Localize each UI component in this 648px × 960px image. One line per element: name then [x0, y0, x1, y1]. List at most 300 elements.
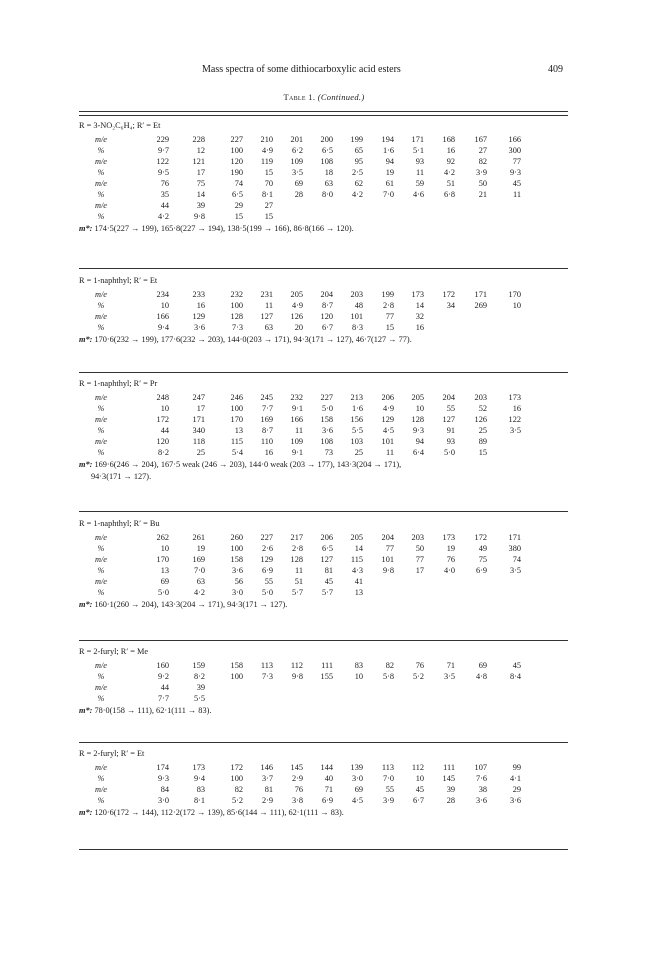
table-cell: 18 [324, 168, 333, 177]
compound-block [79, 378, 568, 482]
table-cell: 76 [294, 785, 303, 794]
running-title: Mass spectra of some dithiocarboxylic acid esters [202, 64, 401, 75]
table-cell: 128 [411, 415, 424, 424]
table-cell: 2·8 [291, 544, 303, 553]
table-cell: 63 [264, 323, 273, 332]
table-cell: 27 [478, 146, 487, 155]
table-cell: 167 [474, 135, 487, 144]
table-cell: 16 [264, 448, 273, 457]
table-cell: 69 [478, 661, 487, 670]
table-cell: 4·1 [509, 774, 521, 783]
table-cell: 8·7 [321, 301, 333, 310]
table-cell: 206 [381, 393, 394, 402]
table-cell: 17 [415, 566, 424, 575]
table-cell: 122 [156, 157, 169, 166]
table-cell: 7·0 [382, 190, 394, 199]
metastable-line: m*: 169·6(246 → 204), 167·5 weak (246 → 203), 144·0 weak (203 → 177), 143·3(204 → 171), [79, 460, 402, 469]
table-cell: 10 [512, 301, 521, 310]
table-rule [79, 640, 568, 641]
row-label: m/e [95, 290, 107, 299]
page-header [0, 64, 648, 78]
table-rule [79, 268, 568, 269]
metastable-line: m*: 174·5(227 → 199), 165·8(227 → 194), 138·5(199 → 166), 86·8(166 → 120). [79, 224, 354, 233]
table-row [79, 167, 568, 178]
table-cell: 260 [230, 533, 243, 542]
table-cell: 4·2 [351, 190, 363, 199]
table-cell: 83 [354, 661, 363, 670]
table-cell: 8·7 [261, 426, 273, 435]
table-cell: 248 [156, 393, 169, 402]
table-cell: 40 [324, 774, 333, 783]
table-cell: 50 [478, 179, 487, 188]
table-cell: 6·5 [321, 544, 333, 553]
row-label: m/e [95, 577, 107, 586]
table-cell: 203 [350, 290, 363, 299]
table-cell: 171 [474, 290, 487, 299]
table-cell: 71 [446, 661, 455, 670]
table-cell: 6·2 [291, 146, 303, 155]
table-cell: 77 [385, 312, 394, 321]
row-label: m/e [95, 437, 107, 446]
table-cell: 8·1 [193, 796, 205, 805]
table-cell: 50 [415, 544, 424, 553]
table-cell: 231 [260, 290, 273, 299]
table-cell: 128 [290, 555, 303, 564]
table-cell: 113 [260, 661, 273, 670]
table-cell: 61 [385, 179, 394, 188]
compound-block [79, 275, 568, 346]
table-row [79, 425, 568, 436]
table-cell: 41 [354, 577, 363, 586]
table-cell: 76 [415, 661, 424, 670]
table-cell: 121 [192, 157, 205, 166]
table-cell: 380 [508, 544, 521, 553]
table-cell: 4·2 [193, 588, 205, 597]
table-cell: 19 [385, 168, 394, 177]
table-cell: 111 [443, 763, 455, 772]
table-cell: 5·2 [231, 796, 243, 805]
table-row [79, 682, 568, 693]
table-row [79, 565, 568, 576]
table-cell: 171 [192, 415, 205, 424]
table-rule [79, 115, 568, 116]
table-cell: 100 [230, 404, 243, 413]
table-cell: 6·8 [443, 190, 455, 199]
table-cell: 213 [350, 393, 363, 402]
table-cell: 17 [196, 168, 205, 177]
table-cell: 120 [320, 312, 333, 321]
table-row [79, 576, 568, 587]
table-cell: 5·0 [157, 588, 169, 597]
table-cell: 82 [478, 157, 487, 166]
table-cell: 203 [411, 533, 424, 542]
table-cell: 6·7 [321, 323, 333, 332]
table-cell: 6·9 [321, 796, 333, 805]
table-cell: 45 [512, 661, 521, 670]
table-cell: 45 [324, 577, 333, 586]
table-cell: 92 [446, 157, 455, 166]
table-cell: 11 [416, 168, 424, 177]
table-cell: 227 [230, 135, 243, 144]
table-cell: 101 [381, 437, 394, 446]
row-label: m/e [95, 661, 107, 670]
table-cell: 69 [354, 785, 363, 794]
table-cell: 7·6 [475, 774, 487, 783]
table-label: Table 1. [283, 92, 316, 102]
table-cell: 4·9 [291, 301, 303, 310]
table-row [79, 543, 568, 554]
table-cell: 9·8 [382, 566, 394, 575]
table-cell: 56 [234, 577, 243, 586]
table-cell: 111 [321, 661, 333, 670]
table-cell: 168 [442, 135, 455, 144]
table-cell: 100 [230, 672, 243, 681]
table-cell: 25 [478, 426, 487, 435]
table-cell: 10 [415, 404, 424, 413]
table-cell: 7·3 [231, 323, 243, 332]
table-cell: 3·5 [509, 566, 521, 575]
metastable-ions [79, 705, 568, 717]
table-cell: 75 [196, 179, 205, 188]
table-cell: 170 [508, 290, 521, 299]
metastable-line: m*: 170·6(232 → 199), 177·6(232 → 203), 144·0(203 → 171), 94·3(171 → 127), 46·7(127 → 77). [79, 335, 412, 344]
table-cell: 340 [192, 426, 205, 435]
table-cell: 38 [478, 785, 487, 794]
table-cell: 74 [234, 179, 243, 188]
table-cell: 3·6 [509, 796, 521, 805]
table-cell: 113 [381, 763, 394, 772]
table-cell: 82 [234, 785, 243, 794]
table-cell: 170 [156, 555, 169, 564]
table-cell: 49 [478, 544, 487, 553]
table-cell: 55 [385, 785, 394, 794]
table-cell: 171 [411, 135, 424, 144]
row-label: % [97, 672, 105, 681]
row-label: m/e [95, 393, 107, 402]
table-cell: 82 [385, 661, 394, 670]
table-cell: 145 [290, 763, 303, 772]
table-cell: 9·3 [157, 774, 169, 783]
table-cell: 77 [512, 157, 521, 166]
table-cell: 13 [354, 588, 363, 597]
table-cell: 81 [264, 785, 273, 794]
row-label: m/e [95, 201, 107, 210]
table-cell: 15 [478, 448, 487, 457]
table-cell: 44 [160, 426, 169, 435]
table-cell: 14 [354, 544, 363, 553]
table-cell: 70 [264, 179, 273, 188]
table-cell: 2·9 [291, 774, 303, 783]
metastable-label: m*: [79, 808, 93, 817]
row-label: m/e [95, 533, 107, 542]
table-cell: 7·0 [193, 566, 205, 575]
table-cell: 118 [192, 437, 205, 446]
table-cell: 204 [320, 290, 333, 299]
table-cell: 4·9 [261, 146, 273, 155]
table-continued-note: (Continued.) [317, 92, 365, 102]
table-cell: 9·2 [157, 672, 169, 681]
table-cell: 39 [196, 683, 205, 692]
table-cell: 5·7 [291, 588, 303, 597]
table-cell: 5·0 [321, 404, 333, 413]
table-cell: 9·4 [193, 774, 205, 783]
table-cell: 190 [230, 168, 243, 177]
table-cell: 77 [415, 555, 424, 564]
table-cell: 10 [415, 774, 424, 783]
table-cell: 69 [160, 577, 169, 586]
table-cell: 107 [474, 763, 487, 772]
table-cell: 100 [230, 301, 243, 310]
table-cell: 210 [260, 135, 273, 144]
table-row [79, 178, 568, 189]
table-cell: 4·3 [351, 566, 363, 575]
table-row [79, 392, 568, 403]
table-cell: 3·8 [291, 796, 303, 805]
table-rule [79, 111, 568, 112]
table-cell: 94 [415, 437, 424, 446]
table-cell: 205 [290, 290, 303, 299]
table-cell: 5·4 [231, 448, 243, 457]
table-cell: 5·5 [193, 694, 205, 703]
metastable-label: m*: [79, 335, 93, 344]
row-label: m/e [95, 415, 107, 424]
table-cell: 15 [264, 212, 273, 221]
table-cell: 109 [290, 437, 303, 446]
table-cell: 232 [230, 290, 243, 299]
table-cell: 99 [512, 763, 521, 772]
table-cell: 7·7 [261, 404, 273, 413]
table-cell: 127 [260, 312, 273, 321]
table-cell: 9·5 [157, 168, 169, 177]
table-cell: 3·6 [193, 323, 205, 332]
table-cell: 101 [381, 555, 394, 564]
table-cell: 126 [290, 312, 303, 321]
table-cell: 83 [196, 785, 205, 794]
compound-title: R = 1-naphthyl; R′ = Bu [79, 519, 160, 528]
table-cell: 11 [265, 301, 273, 310]
table-cell: 108 [320, 437, 333, 446]
compound-title: R = 2-furyl; R′ = Et [79, 749, 145, 758]
metastable-label: m*: [79, 706, 93, 715]
table-cell: 262 [156, 533, 169, 542]
table-cell: 1·6 [351, 404, 363, 413]
table-cell: 19 [446, 544, 455, 553]
table-cell: 172 [474, 533, 487, 542]
table-row [79, 693, 568, 704]
table-cell: 233 [192, 290, 205, 299]
table-cell: 28 [446, 796, 455, 805]
table-cell: 170 [230, 415, 243, 424]
table-cell: 9·8 [193, 212, 205, 221]
table-cell: 3·6 [475, 796, 487, 805]
table-cell: 44 [160, 201, 169, 210]
table-cell: 4·9 [382, 404, 394, 413]
compound-title: R = 3-NO₂C₆H₄; R′ = Et [79, 121, 161, 130]
table-cell: 10 [160, 544, 169, 553]
metastable-ions [79, 807, 568, 819]
table-cell: 20 [294, 323, 303, 332]
row-label: m/e [95, 312, 107, 321]
metastable-ions [79, 223, 568, 235]
table-row [79, 289, 568, 300]
table-cell: 144 [320, 763, 333, 772]
table-rule [79, 511, 568, 512]
row-label: % [97, 448, 105, 457]
metastable-line: m*: 160·1(260 → 204), 143·3(204 → 171), 94·3(171 → 127). [79, 600, 288, 609]
table-cell: 139 [350, 763, 363, 772]
table-cell: 201 [290, 135, 303, 144]
table-row [79, 211, 568, 222]
table-cell: 63 [324, 179, 333, 188]
table-cell: 205 [411, 393, 424, 402]
table-cell: 16 [446, 146, 455, 155]
table-cell: 1·6 [382, 146, 394, 155]
table-cell: 204 [381, 533, 394, 542]
table-cell: 158 [320, 415, 333, 424]
row-label: % [97, 404, 105, 413]
metastable-line: m*: 120·6(172 → 144), 112·2(172 → 139), 85·6(144 → 111), 62·1(111 → 83). [79, 808, 344, 817]
table-cell: 112 [290, 661, 303, 670]
table-row [79, 660, 568, 671]
row-label: % [97, 323, 105, 332]
table-cell: 15 [264, 168, 273, 177]
table-cell: 156 [350, 415, 363, 424]
table-cell: 159 [192, 661, 205, 670]
table-cell: 3·9 [475, 168, 487, 177]
table-cell: 173 [442, 533, 455, 542]
table-cell: 172 [442, 290, 455, 299]
table-cell: 6·9 [261, 566, 273, 575]
table-cell: 3·0 [351, 774, 363, 783]
table-cell: 91 [446, 426, 455, 435]
table-cell: 3·0 [231, 588, 243, 597]
table-cell: 120 [156, 437, 169, 446]
table-row [79, 403, 568, 414]
table-cell: 65 [354, 146, 363, 155]
table-row [79, 554, 568, 565]
table-cell: 9·8 [291, 672, 303, 681]
table-cell: 9·1 [291, 448, 303, 457]
table-cell: 16 [512, 404, 521, 413]
table-cell: 6·9 [475, 566, 487, 575]
table-cell: 11 [295, 566, 303, 575]
table-cell: 25 [196, 448, 205, 457]
metastable-ions [79, 599, 568, 611]
table-row [79, 300, 568, 311]
table-cell: 4·5 [351, 796, 363, 805]
table-cell: 205 [350, 533, 363, 542]
table-row [79, 414, 568, 425]
table-cell: 158 [230, 555, 243, 564]
row-label: m/e [95, 683, 107, 692]
table-cell: 44 [160, 683, 169, 692]
table-cell: 172 [230, 763, 243, 772]
table-cell: 166 [290, 415, 303, 424]
table-cell: 84 [160, 785, 169, 794]
table-cell: 129 [192, 312, 205, 321]
row-label: m/e [95, 135, 107, 144]
metastable-ions [79, 334, 568, 346]
table-row [79, 532, 568, 543]
table-cell: 3·6 [321, 426, 333, 435]
table-cell: 32 [415, 312, 424, 321]
table-cell: 7·7 [157, 694, 169, 703]
table-cell: 29 [234, 201, 243, 210]
row-label: % [97, 774, 105, 783]
row-label: % [97, 588, 105, 597]
table-cell: 169 [260, 415, 273, 424]
table-cell: 13 [160, 566, 169, 575]
table-rule [79, 742, 568, 743]
table-cell: 3·6 [231, 566, 243, 575]
table-cell: 35 [160, 190, 169, 199]
row-label: % [97, 566, 105, 575]
table-cell: 39 [196, 201, 205, 210]
table-cell: 194 [381, 135, 394, 144]
table-rule [79, 372, 568, 373]
table-cell: 69 [294, 179, 303, 188]
table-rule [79, 849, 568, 850]
table-cell: 203 [474, 393, 487, 402]
table-row [79, 762, 568, 773]
table-cell: 12 [196, 146, 205, 155]
table-cell: 8·3 [351, 323, 363, 332]
table-cell: 166 [508, 135, 521, 144]
table-cell: 59 [415, 179, 424, 188]
table-cell: 128 [230, 312, 243, 321]
table-cell: 8·0 [321, 190, 333, 199]
table-cell: 29 [512, 785, 521, 794]
table-cell: 3·9 [382, 796, 394, 805]
table-cell: 129 [381, 415, 394, 424]
table-cell: 55 [264, 577, 273, 586]
table-cell: 51 [446, 179, 455, 188]
table-cell: 122 [508, 415, 521, 424]
table-cell: 25 [354, 448, 363, 457]
table-cell: 160 [156, 661, 169, 670]
table-cell: 100 [230, 774, 243, 783]
table-cell: 6·4 [412, 448, 424, 457]
table-cell: 158 [230, 661, 243, 670]
table-cell: 199 [381, 290, 394, 299]
table-cell: 200 [320, 135, 333, 144]
table-cell: 11 [513, 190, 521, 199]
table-cell: 14 [415, 301, 424, 310]
table-cell: 15 [385, 323, 394, 332]
table-row [79, 134, 568, 145]
compound-block [79, 120, 568, 235]
table-cell: 93 [415, 157, 424, 166]
table-cell: 229 [156, 135, 169, 144]
table-row [79, 436, 568, 447]
table-cell: 4·2 [157, 212, 169, 221]
table-cell: 81 [324, 566, 333, 575]
table-cell: 8·1 [261, 190, 273, 199]
table-cell: 300 [508, 146, 521, 155]
table-caption [0, 92, 648, 102]
metastable-line: 94·3(171 → 127). [91, 471, 152, 481]
table-cell: 17 [196, 404, 205, 413]
table-cell: 100 [230, 146, 243, 155]
compound-title: R = 1-naphthyl; R′ = Pr [79, 379, 158, 388]
table-cell: 16 [196, 301, 205, 310]
table-cell: 246 [230, 393, 243, 402]
table-cell: 227 [260, 533, 273, 542]
row-label: % [97, 301, 105, 310]
table-cell: 55 [446, 404, 455, 413]
table-cell: 73 [324, 448, 333, 457]
table-cell: 5·0 [443, 448, 455, 457]
